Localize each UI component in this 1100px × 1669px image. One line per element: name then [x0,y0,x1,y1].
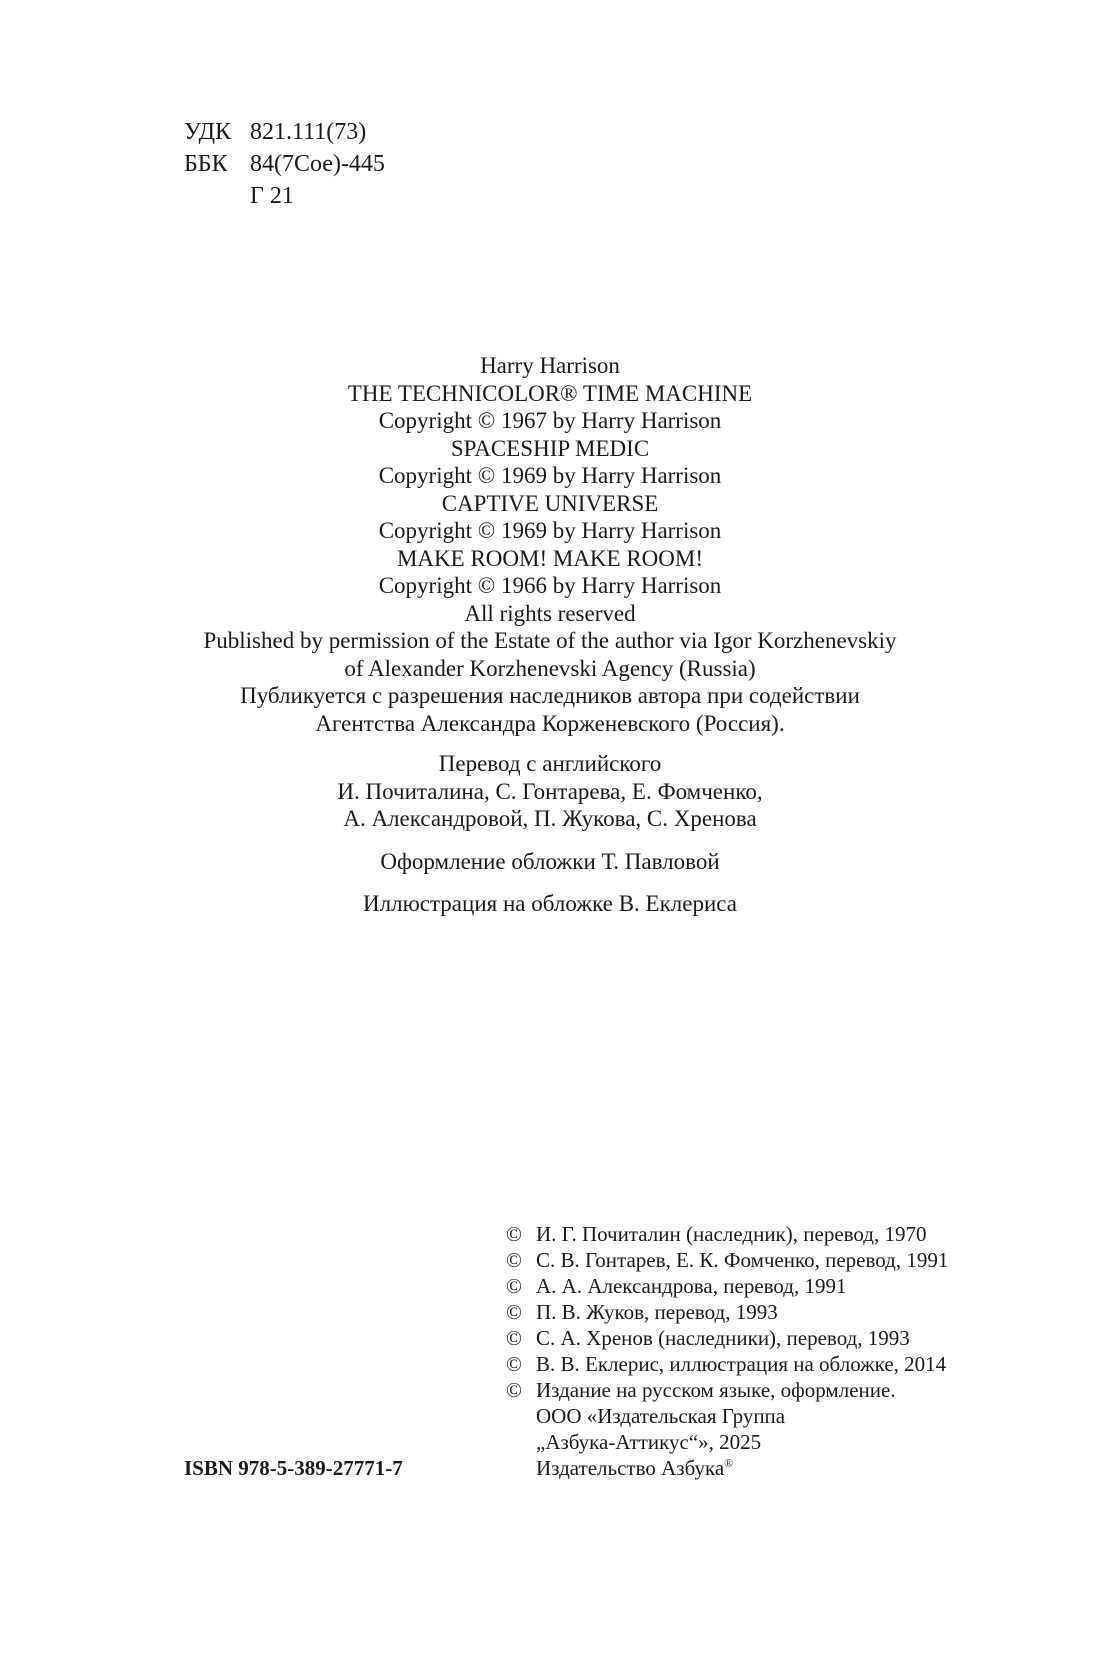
copyright-notice [506,1273,948,1299]
publisher-line: ООО «Издательская Группа [536,1404,786,1428]
copyright-icon: © [506,1222,522,1246]
copyright-text: А. А. Александрова, перевод, 1991 [536,1274,847,1298]
copyright-notice [506,1299,948,1325]
copyright-icon: © [506,1248,522,1272]
udk-label: УДК [184,119,231,145]
work-title: SPACESHIP MEDIC [450,435,650,461]
translators-line: А. Александровой, П. Жукова, С. Хренова [343,806,757,831]
rights-block [0,352,1100,918]
copyright-icon: © [506,1352,522,1376]
translation-heading: Перевод с английского [438,751,662,776]
work-copyright: Copyright © 1967 by Harry Harrison [378,408,722,433]
copyright-notice [506,1221,948,1247]
copyright-text: И. Г. Почиталин (наследник), перевод, 1970 [536,1222,927,1246]
work-title: THE TECHNICOLOR® TIME MACHINE [347,380,753,406]
all-rights-reserved: All rights reserved [464,600,636,626]
permission-russian-line: Агентства Александра Корженевского (Россия). [315,710,785,736]
copyright-notice [506,1247,948,1273]
copyright-notice [506,1325,948,1351]
work-title: MAKE ROOM! MAKE ROOM! [396,545,704,571]
work-copyright: Copyright © 1969 by Harry Harrison [378,463,722,488]
copyright-text: В. В. Еклерис, иллюстрация на обложке, 2014 [536,1352,947,1376]
bbk-value: 84(7Сое)-445 [250,151,385,177]
copyright-notices [506,1221,948,1481]
udk-row [184,116,385,148]
work-copyright: Copyright © 1969 by Harry Harrison [378,518,722,543]
classification-block [184,116,385,212]
work-copyright: Copyright © 1966 by Harry Harrison [378,573,722,598]
copyright-icon: © [506,1378,522,1402]
work-title: CAPTIVE UNIVERSE [441,490,659,516]
bbk-row [184,148,385,180]
udk-value: 821.111(73) [250,119,367,145]
copyright-text: П. В. Жуков, перевод, 1993 [536,1300,778,1324]
publisher-line [506,1455,948,1481]
spacer [0,875,1100,890]
spacer [0,833,1100,848]
registered-mark: ® [724,1456,734,1470]
spacer [0,737,1100,750]
copyright-notice [506,1377,948,1403]
translators-line: И. Почиталина, С. Гонтарева, Е. Фомченко, [337,778,763,804]
publisher-line: „Азбука-Аттикус“», 2025 [536,1430,762,1454]
copyright-notice [506,1351,948,1377]
copyright-text: С. В. Гонтарев, Е. К. Фомченко, перевод, 1991 [536,1248,949,1272]
author-mark: Г 21 [250,183,294,209]
permission-russian-line: Публикуется с разрешения наследников автора при содействии [240,683,860,708]
copyright-icon: © [506,1326,522,1350]
cover-design-credit: Оформление обложки Т. Павловой [380,848,720,874]
permission-english-line: of Alexander Korzhenevski Agency (Russia) [344,655,756,681]
copyright-icon: © [506,1274,522,1298]
author-mark-row [184,180,385,212]
copyright-text: Издание на русском языке, оформление. [536,1378,896,1402]
copyright-text: С. А. Хренов (наследники), перевод, 1993 [536,1326,910,1350]
isbn: ISBN 978-5-389-27771-7 [184,1456,403,1480]
author-name: Harry Harrison [480,353,620,378]
bbk-label: ББК [184,151,228,177]
permission-english-line: Published by permission of the Estate of the author via Igor Korzhenevskiy [203,628,897,653]
copyright-icon: © [506,1300,522,1324]
publisher-name: Издательство Азбука [536,1456,725,1480]
cover-illustration-credit: Иллюстрация на обложке В. Еклериса [363,891,737,916]
